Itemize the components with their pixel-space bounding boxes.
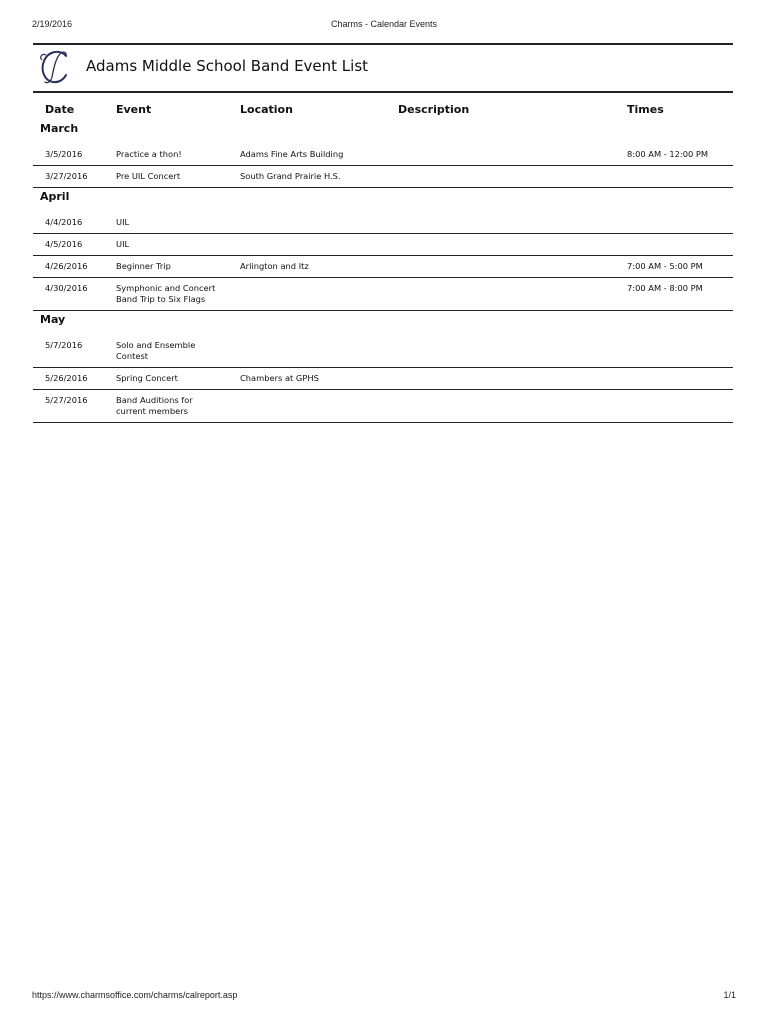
event-name: Practice a thon!	[104, 141, 228, 166]
month-label: March	[40, 122, 79, 135]
event-date: 4/26/2016	[33, 256, 104, 278]
event-date: 3/5/2016	[33, 141, 104, 166]
event-description	[386, 209, 615, 234]
column-header-times: Times	[627, 102, 664, 116]
event-row	[33, 209, 733, 234]
column-header-row	[33, 93, 733, 120]
event-times	[615, 234, 733, 256]
event-times	[615, 209, 733, 234]
event-times	[615, 368, 733, 390]
month-row-april	[33, 188, 733, 210]
event-location	[228, 390, 386, 423]
event-date: 4/5/2016	[33, 234, 104, 256]
event-row	[33, 332, 733, 368]
event-date: 4/4/2016	[33, 209, 104, 234]
event-row	[33, 141, 733, 166]
column-header-description: Description	[398, 102, 470, 116]
event-name: Beginner Trip	[104, 256, 228, 278]
print-page-title: Charms - Calendar Events	[330, 19, 438, 29]
event-description	[386, 256, 615, 278]
event-location	[228, 278, 386, 311]
event-description	[386, 234, 615, 256]
events-table	[33, 93, 733, 423]
report-title: Adams Middle School Band Event List	[86, 57, 369, 75]
event-location: South Grand Prairie H.S.	[228, 166, 386, 188]
print-header	[32, 19, 736, 31]
event-name: UIL	[104, 209, 228, 234]
event-date: 4/30/2016	[33, 278, 104, 311]
event-name: Band Auditions for current members	[104, 390, 228, 423]
event-name: Solo and Ensemble Contest	[104, 332, 228, 368]
report-banner	[33, 43, 733, 93]
event-name: Pre UIL Concert	[104, 166, 228, 188]
month-label: May	[40, 313, 66, 326]
event-date: 5/7/2016	[33, 332, 104, 368]
print-date: 2/19/2016	[32, 19, 73, 29]
event-times	[615, 166, 733, 188]
event-name: Spring Concert	[104, 368, 228, 390]
event-description	[386, 368, 615, 390]
print-url: https://www.charmsoffice.com/charms/calreport.asp	[32, 990, 238, 1000]
event-description	[386, 390, 615, 423]
event-location: Chambers at GPHS	[228, 368, 386, 390]
event-row	[33, 256, 733, 278]
event-row	[33, 390, 733, 423]
column-header-location: Location	[240, 102, 293, 116]
event-times: 7:00 AM - 5:00 PM	[615, 256, 733, 278]
page-number: 1/1	[723, 990, 736, 1000]
column-header-event: Event	[116, 102, 152, 116]
event-date: 5/26/2016	[33, 368, 104, 390]
event-report	[33, 43, 733, 423]
event-row	[33, 234, 733, 256]
event-location: Arlington and Itz	[228, 256, 386, 278]
event-times: 7:00 AM - 8:00 PM	[615, 278, 733, 311]
month-row-may	[33, 311, 733, 333]
event-description	[386, 278, 615, 311]
event-location: Adams Fine Arts Building	[228, 141, 386, 166]
event-name: Symphonic and Concert Band Trip to Six Flags	[104, 278, 228, 311]
event-row	[33, 166, 733, 188]
month-label: April	[40, 190, 70, 203]
event-location	[228, 234, 386, 256]
event-location	[228, 209, 386, 234]
event-description	[386, 166, 615, 188]
event-times	[615, 332, 733, 368]
event-location	[228, 332, 386, 368]
event-date: 3/27/2016	[33, 166, 104, 188]
event-name: UIL	[104, 234, 228, 256]
event-date: 5/27/2016	[33, 390, 104, 423]
event-row	[33, 368, 733, 390]
event-description	[386, 141, 615, 166]
print-footer	[32, 990, 736, 1002]
month-row-march	[33, 120, 733, 141]
event-row	[33, 278, 733, 311]
column-header-date: Date	[45, 102, 75, 116]
event-times: 8:00 AM - 12:00 PM	[615, 141, 733, 166]
event-times	[615, 390, 733, 423]
charms-logo-icon	[36, 47, 72, 87]
event-description	[386, 332, 615, 368]
